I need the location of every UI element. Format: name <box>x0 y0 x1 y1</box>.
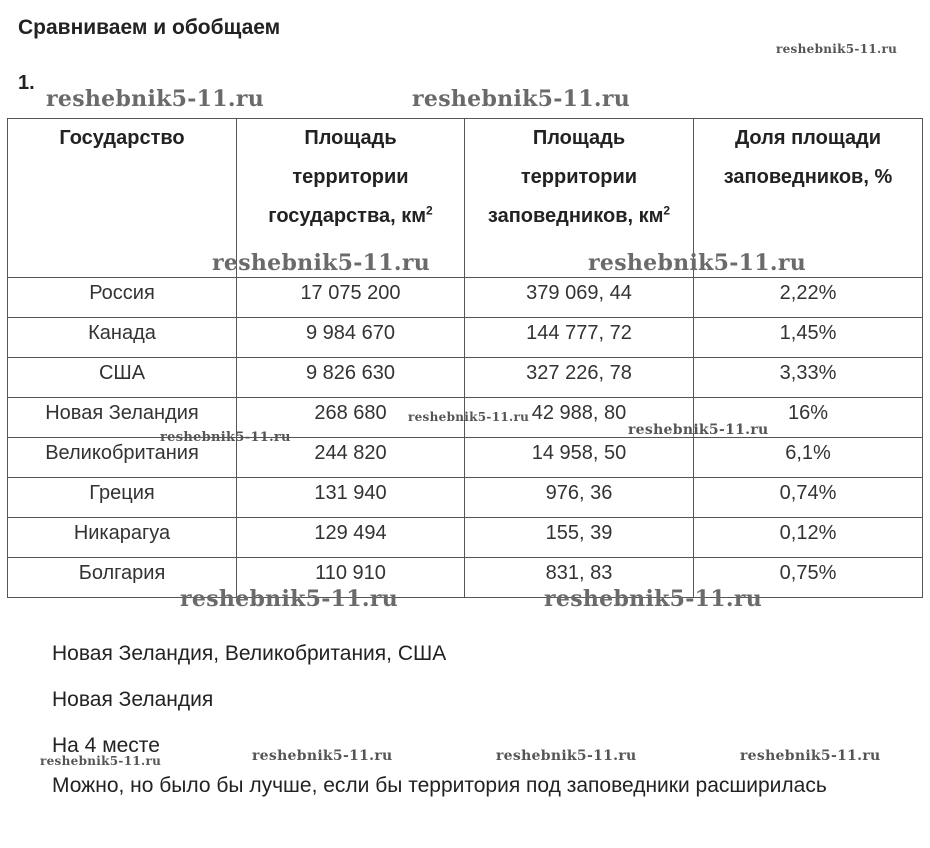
answer-3: На 4 месте <box>52 734 160 757</box>
cell-reserve-area: 155, 39 <box>465 518 694 558</box>
table-row <box>8 438 923 478</box>
table-row <box>8 318 923 358</box>
watermark: reshebnik5-11.ru <box>412 86 631 112</box>
watermark: reshebnik5-11.ru <box>252 748 393 764</box>
cell-reserve-area: 42 988, 80 <box>465 398 694 438</box>
cell-reserve-area: 976, 36 <box>465 478 694 518</box>
watermark: reshebnik5-11.ru <box>46 86 265 112</box>
page-title: Сравниваем и обобщаем <box>18 16 281 39</box>
cell-reserve-share: 6,1% <box>694 438 923 478</box>
watermark: reshebnik5-11.ru <box>160 430 291 445</box>
watermark: reshebnik5-11.ru <box>588 250 807 276</box>
cell-country: Канада <box>8 318 237 358</box>
cell-state-area: 9 826 630 <box>237 358 465 398</box>
table-row <box>8 558 923 598</box>
header-state-area: Площадь территории государства, $км^2$ <box>237 119 465 278</box>
cell-reserve-area: 327 226, 78 <box>465 358 694 398</box>
cell-country: Греция <box>8 478 237 518</box>
watermark: reshebnik5-11.ru <box>212 250 431 276</box>
table-row <box>8 278 923 318</box>
answer-2: Новая Зеландия <box>52 688 214 711</box>
cell-reserve-area: 14 958, 50 <box>465 438 694 478</box>
answer-4: Можно, но было бы лучше, если бы территория под заповедники расширилась <box>52 774 827 797</box>
cell-reserve-share: 0,74% <box>694 478 923 518</box>
watermark: reshebnik5-11.ru <box>628 422 769 438</box>
countries-table <box>7 118 923 598</box>
watermark: reshebnik5-11.ru <box>408 410 530 424</box>
table-row <box>8 358 923 398</box>
cell-state-area: 110 910 <box>237 558 465 598</box>
cell-country: Никарагуа <box>8 518 237 558</box>
cell-country: США <box>8 358 237 398</box>
header-country: Государство <box>8 119 237 278</box>
cell-reserve-share: 3,33% <box>694 358 923 398</box>
watermark: reshebnik5-11.ru <box>776 42 898 56</box>
watermark: reshebnik5-11.ru <box>496 748 637 764</box>
cell-country: Новая Зеландия <box>8 398 237 438</box>
header-reserve-area: Площадь территории заповедников, $км^2$ <box>465 119 694 278</box>
cell-state-area: 244 820 <box>237 438 465 478</box>
watermark: reshebnik5-11.ru <box>180 586 399 612</box>
cell-state-area: 268 680 <box>237 398 465 438</box>
table-row <box>8 518 923 558</box>
watermark: reshebnik5-11.ru <box>40 754 162 768</box>
cell-reserve-area: 379 069, 44 <box>465 278 694 318</box>
cell-country: Великобритания <box>8 438 237 478</box>
cell-reserve-area: 144 777, 72 <box>465 318 694 358</box>
cell-state-area: 131 940 <box>237 478 465 518</box>
answer-1: Новая Зеландия, Великобритания, США <box>52 642 447 665</box>
cell-country: Болгария <box>8 558 237 598</box>
task-number: 1. <box>18 72 35 94</box>
cell-reserve-share: 2,22% <box>694 278 923 318</box>
cell-state-area: 17 075 200 <box>237 278 465 318</box>
cell-reserve-area: 831, 83 <box>465 558 694 598</box>
header-reserve-share: Доля площади заповедников, % <box>694 119 923 278</box>
cell-reserve-share: 16% <box>694 398 923 438</box>
table-row <box>8 478 923 518</box>
cell-country: Россия <box>8 278 237 318</box>
watermark: reshebnik5-11.ru <box>740 748 881 764</box>
cell-reserve-share: 0,75% <box>694 558 923 598</box>
cell-state-area: 9 984 670 <box>237 318 465 358</box>
cell-state-area: 129 494 <box>237 518 465 558</box>
cell-reserve-share: 0,12% <box>694 518 923 558</box>
watermark: reshebnik5-11.ru <box>544 586 763 612</box>
cell-reserve-share: 1,45% <box>694 318 923 358</box>
